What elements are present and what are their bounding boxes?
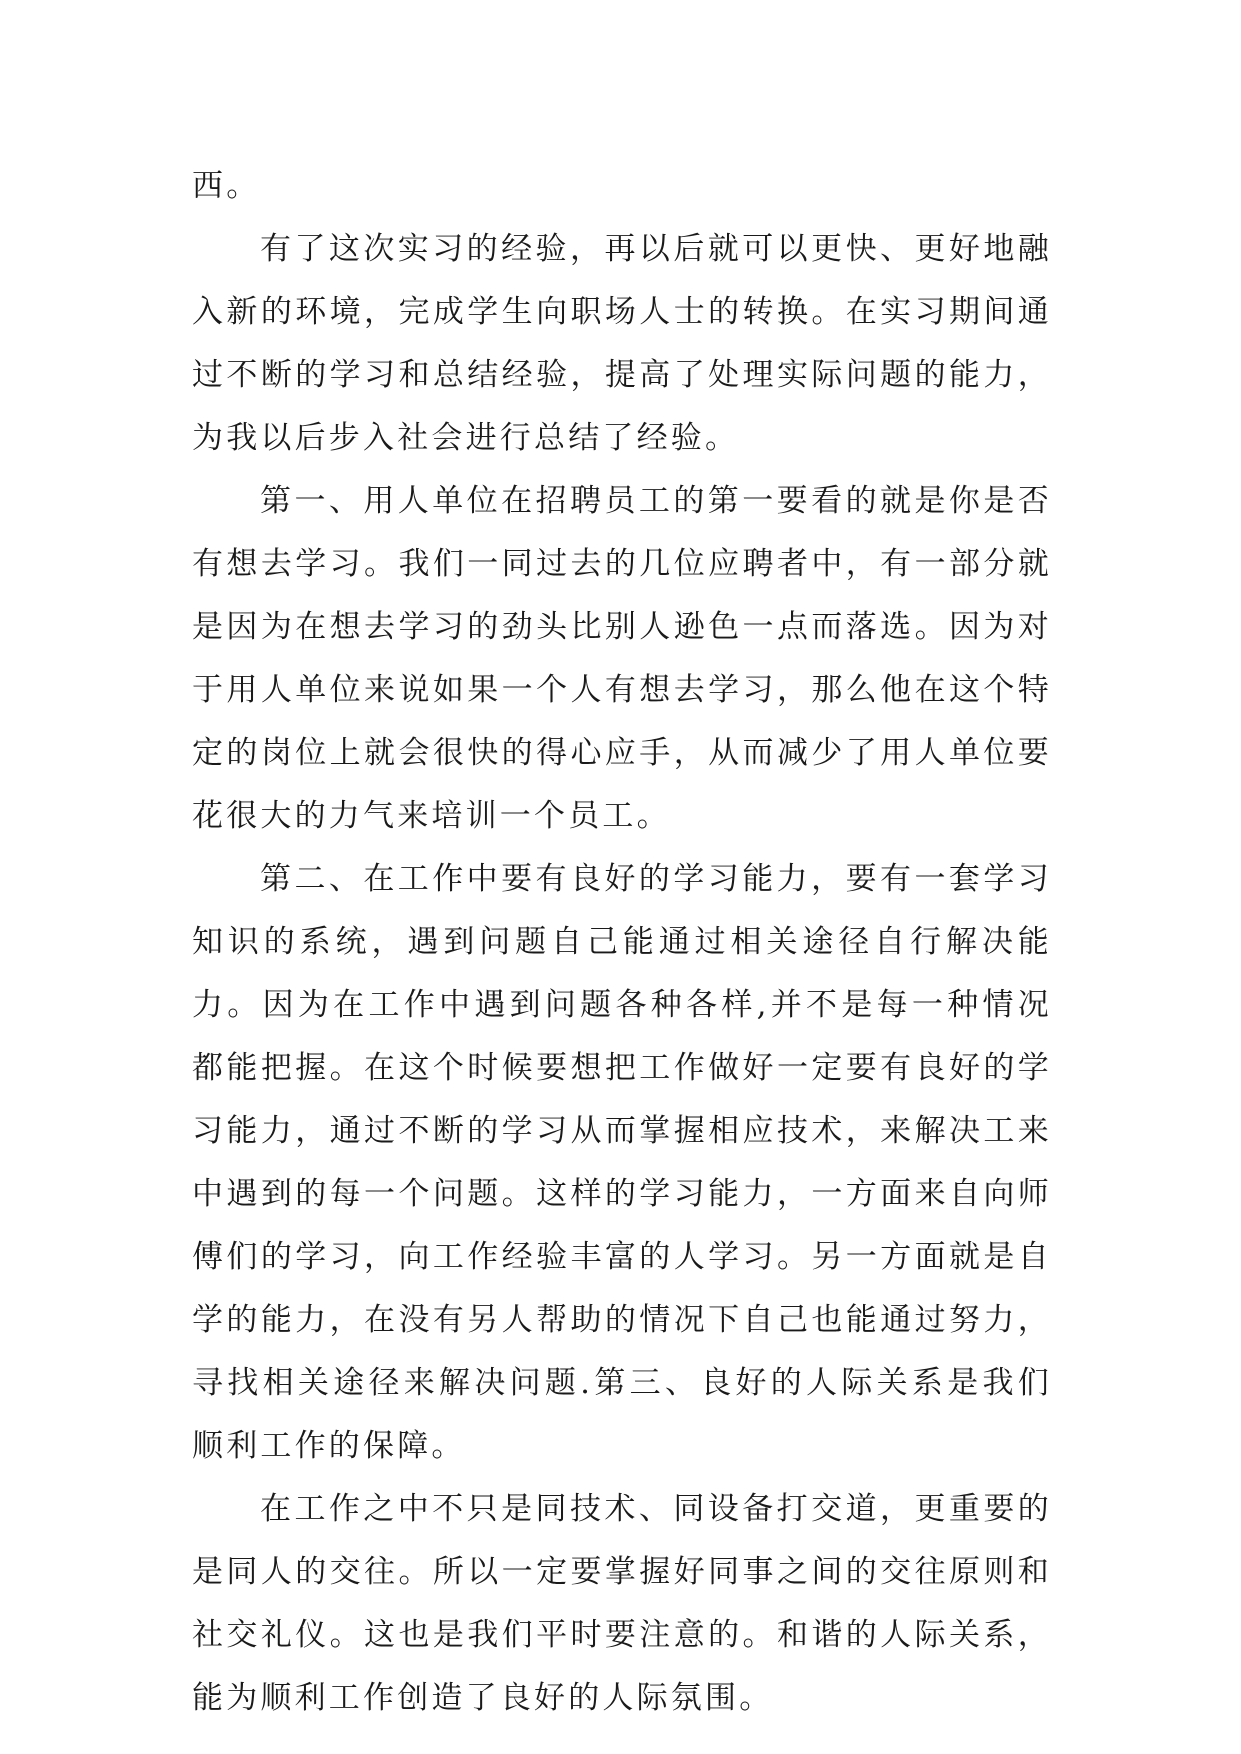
paragraph-5: 在工作之中不只是同技术、同设备打交道，更重要的是同人的交往。所以一定要掌握好同事之间的交往原则和社交礼仪。这也是我们平时要注意的。和谐的人际关系，能为顺利工作创造了良好的人际氛围。 [192, 1491, 1052, 1716]
document-body [192, 155, 1052, 1730]
paragraph-4: 第二、在工作中要有良好的学习能力，要有一套学习知识的系统，遇到问题自己能通过相关途径自行解决能力。因为在工作中遇到问题各种各样,并不是每一种情况都能把握。在这个时候要想把工作做好一定要有良好的学习能力，通过不断的学习从而掌握相应技术，来解决工来中遇到的每一个问题。这样的学习能力，一方面来自向师傅们的学习，向工作经验丰富的人学习。另一方面就是自学的能力，在没有另人帮助的情况下自己也能通过努力，寻找相关途径来解决问题.第三、良好的人际关系是我们顺利工作的保障。 [192, 861, 1052, 1464]
paragraph-1: 西。 [192, 168, 261, 204]
paragraph-3: 第一、用人单位在招聘员工的第一要看的就是你是否有想去学习。我们一同过去的几位应聘者中，有一部分就是因为在想去学习的劲头比别人逊色一点而落选。因为对于用人单位来说如果一个人有想去学习，那么他在这个特定的岗位上就会很快的得心应手，从而减少了用人单位要花很大的力气来培训一个员工。 [192, 483, 1052, 834]
paragraph-2: 有了这次实习的经验，再以后就可以更快、更好地融入新的环境，完成学生向职场人士的转换。在实习期间通过不断的学习和总结经验，提高了处理实际问题的能力，为我以后步入社会进行总结了经验。 [192, 231, 1052, 456]
